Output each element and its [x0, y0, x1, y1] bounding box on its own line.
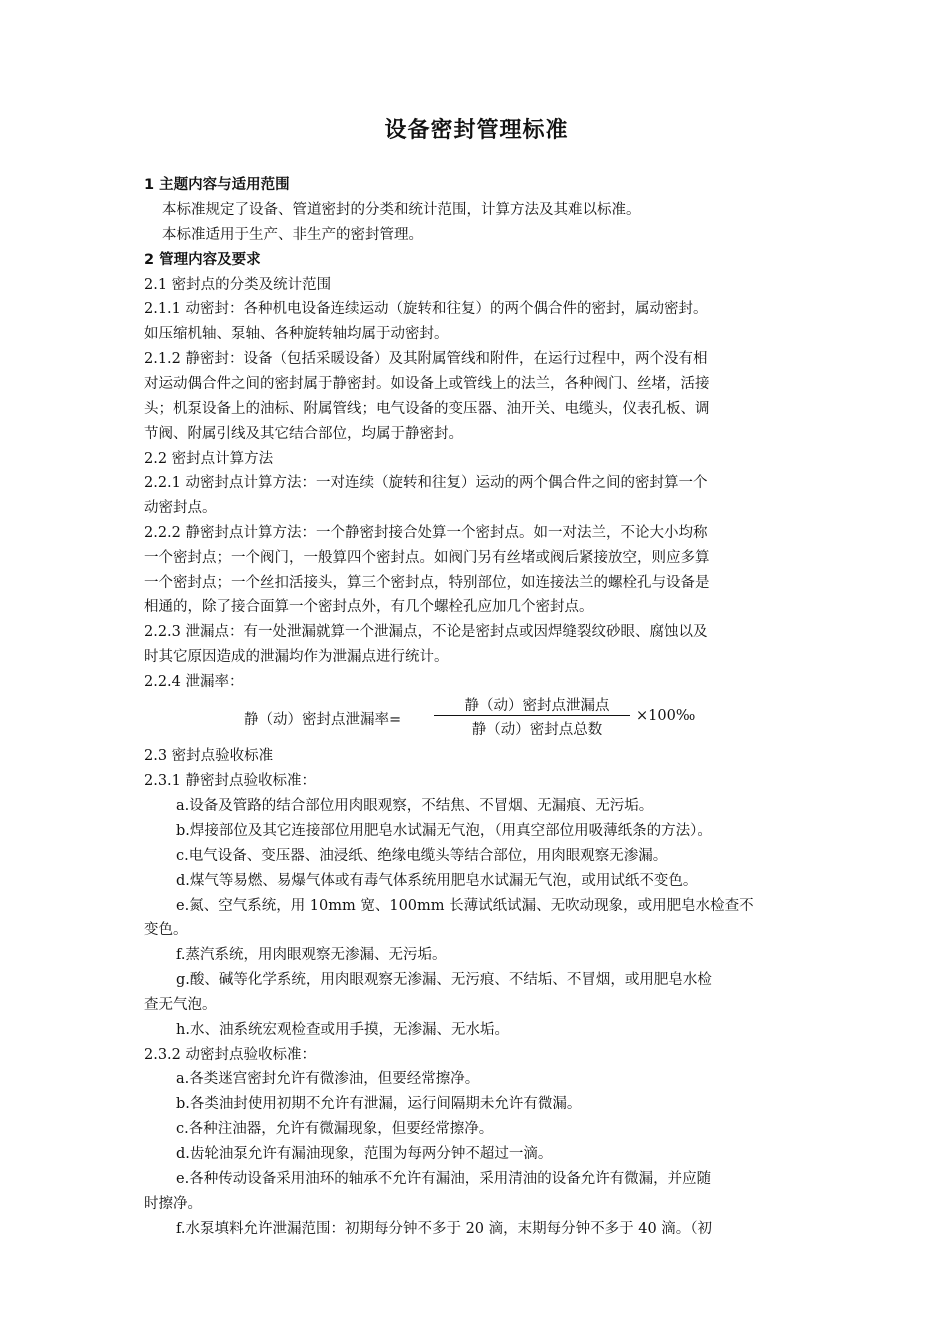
paragraph-line: 2.3.2 动密封点验收标准：	[144, 1047, 317, 1063]
paragraph-line: 查无气泡。	[144, 997, 217, 1013]
paragraph-line: f.蒸汽系统，用肉眼观察无渗漏、无污垢。	[176, 947, 447, 963]
paragraph-line: e.氮、空气系统，用 10mm 宽、100mm 长薄试纸试漏、无吹动现象，或用肥皂水检查不	[176, 898, 754, 914]
paragraph-line: 2.1.2 静密封：设备（包括采暖设备）及其附属管线和附件，在运行过程中，两个没有相	[144, 351, 708, 367]
document-title: 设备密封管理标准	[384, 118, 569, 143]
paragraph-line: d.齿轮油泵允许有漏油现象，范围为每两分钟不超过一滴。	[176, 1146, 553, 1162]
paragraph-line: d.煤气等易燃、易爆气体或有毒气体系统用肥皂水试漏无气泡，或用试纸不变色。	[176, 873, 698, 889]
leak-rate-formula	[244, 694, 724, 744]
paragraph-line: 2.2.4 泄漏率：	[144, 674, 244, 690]
paragraph-line: a.各类迷宫密封允许有微渗油，但要经常擦净。	[176, 1071, 480, 1087]
paragraph-line: 一个密封点；一个阀门，一般算四个密封点。如阀门另有丝堵或阀后紧接放空，则应多算	[144, 550, 710, 566]
paragraph-line: 时其它原因造成的泄漏均作为泄漏点进行统计。	[144, 649, 449, 665]
formula-lhs: 静（动）密封点泄漏率=	[244, 712, 402, 728]
formula-numerator: 静（动）密封点泄漏点	[464, 698, 610, 714]
paragraph-line: 2.2.2 静密封点计算方法：一个静密封接合处算一个密封点。如一对法兰，不论大小均称	[144, 525, 708, 541]
paragraph-line: 2.3 密封点验收标准	[144, 748, 274, 764]
paragraph-line: 2.2.1 动密封点计算方法：一对连续（旋转和往复）运动的两个偶合件之间的密封算一个	[144, 475, 708, 491]
formula-rhs: ×100‰	[636, 708, 696, 724]
paragraph-line: 2.3.1 静密封点验收标准：	[144, 773, 317, 789]
paragraph-line: b.焊接部位及其它连接部位用肥皂水试漏无气泡，（用真空部位用吸薄纸条的方法）。	[176, 823, 712, 839]
paragraph-line: 节阀、附属引线及其它结合部位，均属于静密封。	[144, 426, 463, 442]
paragraph-line: 2.2 密封点计算方法	[144, 451, 274, 467]
paragraph-line: 本标准规定了设备、管道密封的分类和统计范围，计算方法及其难以标准。	[162, 202, 641, 218]
paragraph-line: 一个密封点；一个丝扣活接头，算三个密封点，特别部位，如连接法兰的螺栓孔与设备是	[144, 575, 710, 591]
paragraph-line: 2.2.3 泄漏点：有一处泄漏就算一个泄漏点，不论是密封点或因焊缝裂纹砂眼、腐蚀以及	[144, 624, 708, 640]
paragraph-line: 相通的，除了接合面算一个密封点外，有几个螺栓孔应加几个密封点。	[144, 599, 594, 615]
paragraph-line: h.水、油系统宏观检查或用手摸，无渗漏、无水垢。	[176, 1022, 509, 1038]
paragraph-line: a.设备及管路的结合部位用肉眼观察，不结焦、不冒烟、无漏痕、无污垢。	[176, 798, 654, 814]
paragraph-line: 对运动偶合件之间的密封属于静密封。如设备上或管线上的法兰，各种阀门、丝堵，活接	[144, 376, 710, 392]
paragraph-line: 动密封点。	[144, 500, 217, 516]
paragraph-line: e.各种传动设备采用油环的轴承不允许有漏油，采用清油的设备允许有微漏，并应随	[176, 1171, 712, 1187]
paragraph-line: f.水泵填料允许泄漏范围：初期每分钟不多于 20 滴，末期每分钟不多于 40 滴。（初	[176, 1221, 713, 1237]
paragraph-line: 头；机泵设备上的油标、附属管线；电气设备的变压器、油开关、电缆头，仪表孔板、调	[144, 401, 710, 417]
paragraph-line: 本标准适用于生产、非生产的密封管理。	[162, 227, 423, 243]
paragraph-line: 2.1 密封点的分类及统计范围	[144, 277, 332, 293]
formula-denominator: 静（动）密封点总数	[471, 722, 603, 738]
paragraph-line: c.电气设备、变压器、油浸纸、绝缘电缆头等结合部位，用肉眼观察无渗漏。	[176, 848, 668, 864]
paragraph-line: c.各种注油器，允许有微漏现象，但要经常擦净。	[176, 1121, 494, 1137]
paragraph-line: 如压缩机轴、泵轴、各种旋转轴均属于动密封。	[144, 326, 449, 342]
section-heading: 1 主题内容与适用范围	[144, 177, 290, 193]
paragraph-line: 变色。	[144, 922, 188, 938]
paragraph-line: b.各类油封使用初期不允许有泄漏，运行间隔期未允许有微漏。	[176, 1096, 582, 1112]
section-heading: 2 管理内容及要求	[144, 252, 261, 268]
paragraph-line: 时擦净。	[144, 1196, 202, 1212]
fraction-bar	[434, 715, 630, 716]
paragraph-line: 2.1.1 动密封：各种机电设备连续运动（旋转和往复）的两个偶合件的密封，属动密封。	[144, 301, 708, 317]
paragraph-line: g.酸、碱等化学系统，用肉眼观察无渗漏、无污痕、不结垢、不冒烟，或用肥皂水检	[176, 972, 712, 988]
